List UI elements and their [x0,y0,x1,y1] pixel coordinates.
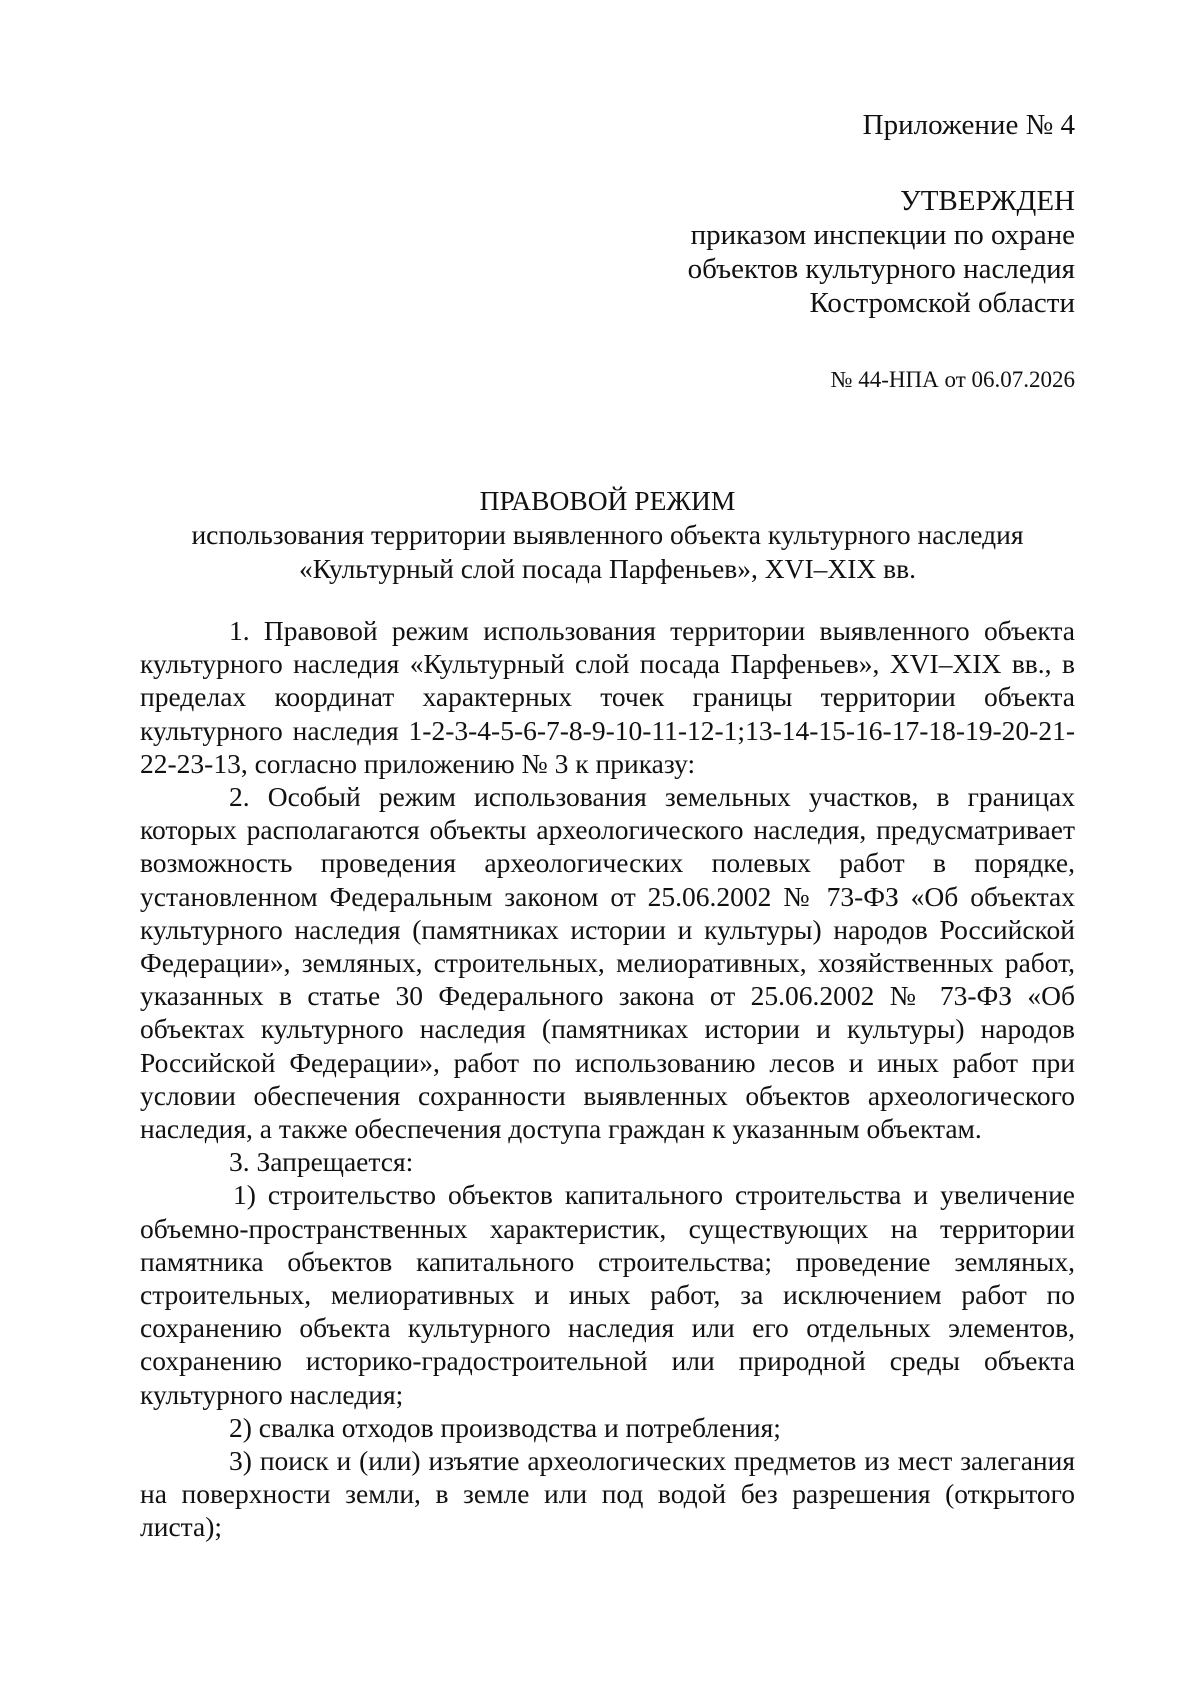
order-number: № 44-НПА от 06.07.2026 [830,367,1075,392]
title-line-2: использования территории выявленного объекта культурного наследия [191,519,1024,550]
approved-line-3: Костромской области [809,287,1075,319]
title-line-3: «Культурный слой посада Парфеньев», XVI–XIX вв. [299,553,916,584]
document-body [140,614,1075,1544]
approved-line-1: приказом инспекции по охране [690,219,1075,251]
paragraph-3-item-3: 3) поиск и (или) изъятие археологических предметов из мест залегания на поверхности земли, в земле или под водой без разрешения (открытого листа); [140,1445,1075,1543]
paragraph-3: 3. Запрещается: [229,1146,414,1178]
approval-stamp [688,184,1075,320]
paragraph-2: 2. Особый режим использования земельных участков, в границах которых располагаются объекты археологического наследия, предусматривает возможность проведения археологических полевых работ в порядке, установленном Федеральным законом от 25.06.2002 № 73-ФЗ «Об объектах культурного наследия (памятниках истории и культуры) народов Российской Федерации», земляных, строительных, мелиоративных, хозяйственных работ, указанных в статье 30 Федерального закона от 25.06.2002 № 73-ФЗ «Об объектах культурного наследия (памятниках истории и культуры) народов Российской Федерации», работ по использованию лесов и иных работ при условии обеспечения сохранности выявленных объектов археологического наследия, а также обеспечения доступа граждан к указанным объектам. [140,781,1075,1145]
paragraph-3-item-2: 2) свалка отходов производства и потребления; [229,1411,781,1443]
document-title [140,484,1075,586]
paragraph-1: 1. Правовой режим использования территории выявленного объекта культурного наследия «Культурный слой посада Парфеньев», XVI–XIX вв., в пределах координат характерных точек границы территории объекта культурного наследия 1-2-3-4-5-6-7-8-9-10-11-12-1;13-14-15-16-17-18-19-20-21-22-23-13, согласно приложению № 3 к приказу: [140,615,1075,779]
approved-line-2: объектов культурного наследия [687,253,1075,285]
paragraph-3-item-1: 1) строительство объектов капитального строительства и увеличение объемно-пространственных характеристик, существующих на территории памятника объектов капитального строительства; проведение земляных, строительных, мелиоративных и иных работ, за исключением работ по сохранению объекта культурного наследия или его отдельных элементов, сохранению историко-градостроительной или природной среды объекта культурного наследия; [140,1179,1075,1410]
appendix-label: Приложение № 4 [862,109,1075,141]
approved-title: УТВЕРЖДЕН [900,185,1075,217]
title-main: ПРАВОВОЙ РЕЖИМ [479,485,736,516]
